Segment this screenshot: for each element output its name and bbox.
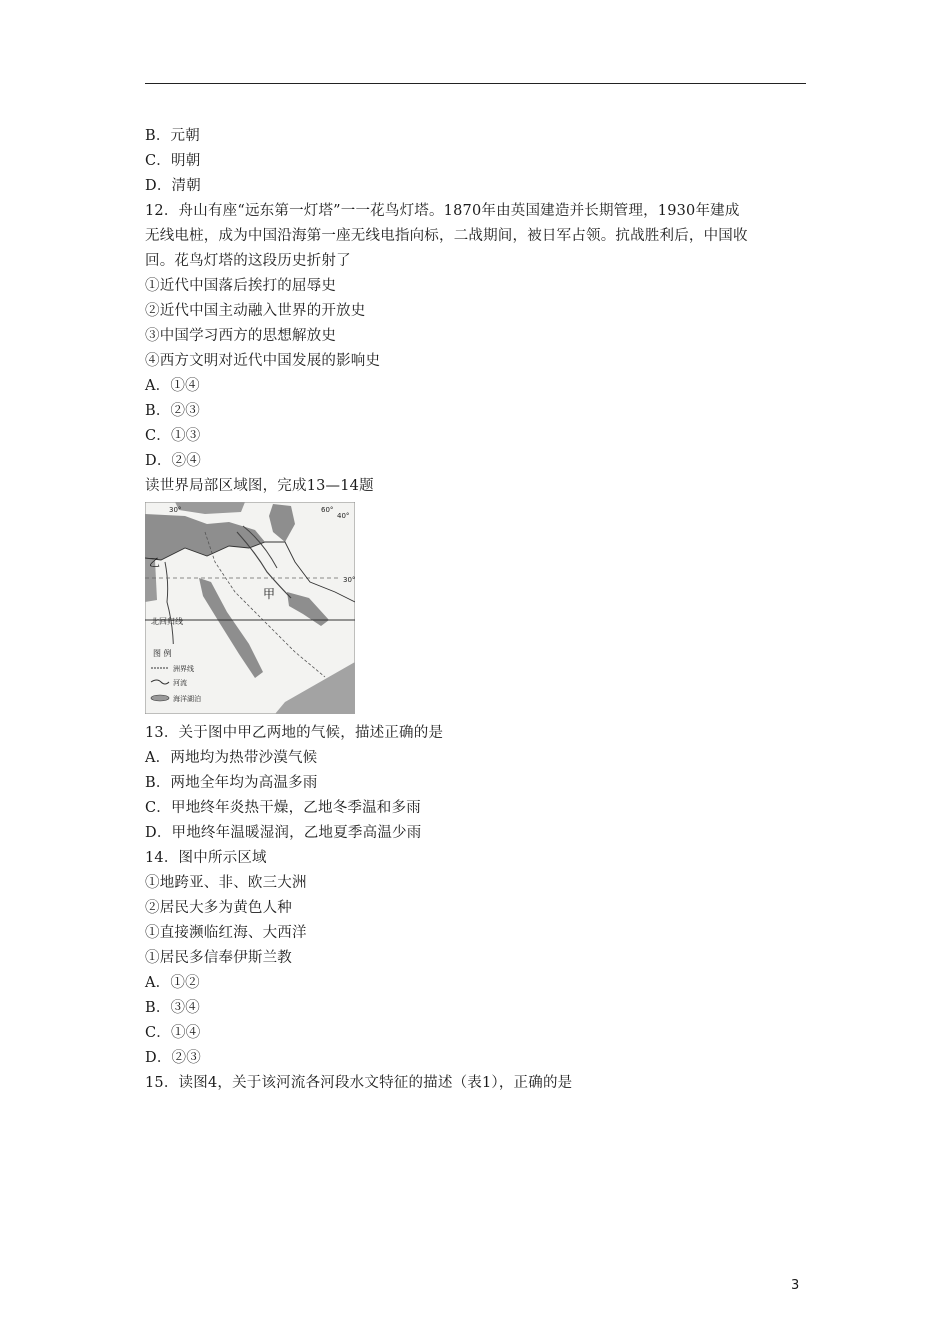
label-tropic: 北回归线: [151, 617, 183, 626]
q13-option-b: B．两地全年均为高温多雨: [145, 775, 318, 791]
q13-option-a: A．两地均为热带沙漠气候: [145, 750, 318, 766]
q11-option-d: D．清朝: [145, 178, 201, 194]
label-lon60: 60°: [321, 506, 334, 514]
q12-statement-2: ②近代中国主动融入世界的开放史: [145, 303, 366, 319]
q14-statement-2: ②居民大多为黄色人种: [145, 900, 292, 916]
label-lat30: 30°: [343, 576, 355, 584]
label-lat40: 40°: [337, 512, 350, 520]
q12-option-a: A．①④: [145, 378, 200, 394]
map-intro: 读世界局部区域图，完成13—14题: [145, 478, 374, 494]
q12-statement-3: ③中国学习西方的思想解放史: [145, 328, 337, 344]
legend-river: 河流: [173, 679, 187, 687]
q14-statement-3: ①直接濒临红海、大西洋: [145, 925, 307, 941]
q12-option-b: B．②③: [145, 403, 200, 419]
q14-option-b: B．③④: [145, 1000, 200, 1016]
q14-statement-1: ①地跨亚、非、欧三大洲: [145, 875, 307, 891]
q14-option-d: D．②③: [145, 1050, 201, 1066]
q12-stem-line-2: 无线电桩，成为中国沿海第一座无线电指向标，二战期间，被日军占领。抗战胜利后，中国收: [145, 228, 748, 244]
q13-option-d: D．甲地终年温暖湿润，乙地夏季高温少雨: [145, 825, 422, 841]
q11-option-b: B．元朝: [145, 128, 200, 144]
q14-statement-4: ①居民多信奉伊斯兰教: [145, 950, 292, 966]
q12-statement-1: ①近代中国落后挨打的屈辱史: [145, 278, 337, 294]
label-lon30: 30°: [169, 506, 182, 514]
legend-title: 图 例: [153, 649, 172, 658]
q12-option-c: C．①③: [145, 428, 201, 444]
q14-option-a: A．①②: [145, 975, 200, 991]
q13-stem: 13．关于图中甲乙两地的气候，描述正确的是: [145, 725, 444, 741]
region-map: [145, 502, 355, 714]
legend-lake: 海洋湖泊: [173, 695, 201, 703]
label-yi: 乙: [149, 556, 160, 569]
q12-statement-4: ④西方文明对近代中国发展的影响史: [145, 353, 381, 369]
q12-stem-line-3: 回。花鸟灯塔的这段历史折射了: [145, 253, 351, 269]
q14-stem: 14．图中所示区域: [145, 850, 267, 866]
q14-option-c: C．①④: [145, 1025, 201, 1041]
q13-option-c: C．甲地终年炎热干燥，乙地冬季温和多雨: [145, 800, 421, 816]
q15-stem: 15．读图4，关于该河流各河段水文特征的描述（表1），正确的是: [145, 1075, 573, 1091]
label-jia: 甲: [263, 587, 276, 601]
legend-border: 洲界线: [173, 665, 194, 673]
q12-option-d: D．②④: [145, 453, 201, 469]
header-rule: [145, 83, 806, 84]
q12-stem-line-1: 12．舟山有座“远东第一灯塔”一一花鸟灯塔。1870年由英国建造并长期管理，1930年建成: [145, 203, 740, 219]
page-number: 3: [791, 1278, 800, 1293]
q11-option-c: C．明朝: [145, 153, 201, 169]
